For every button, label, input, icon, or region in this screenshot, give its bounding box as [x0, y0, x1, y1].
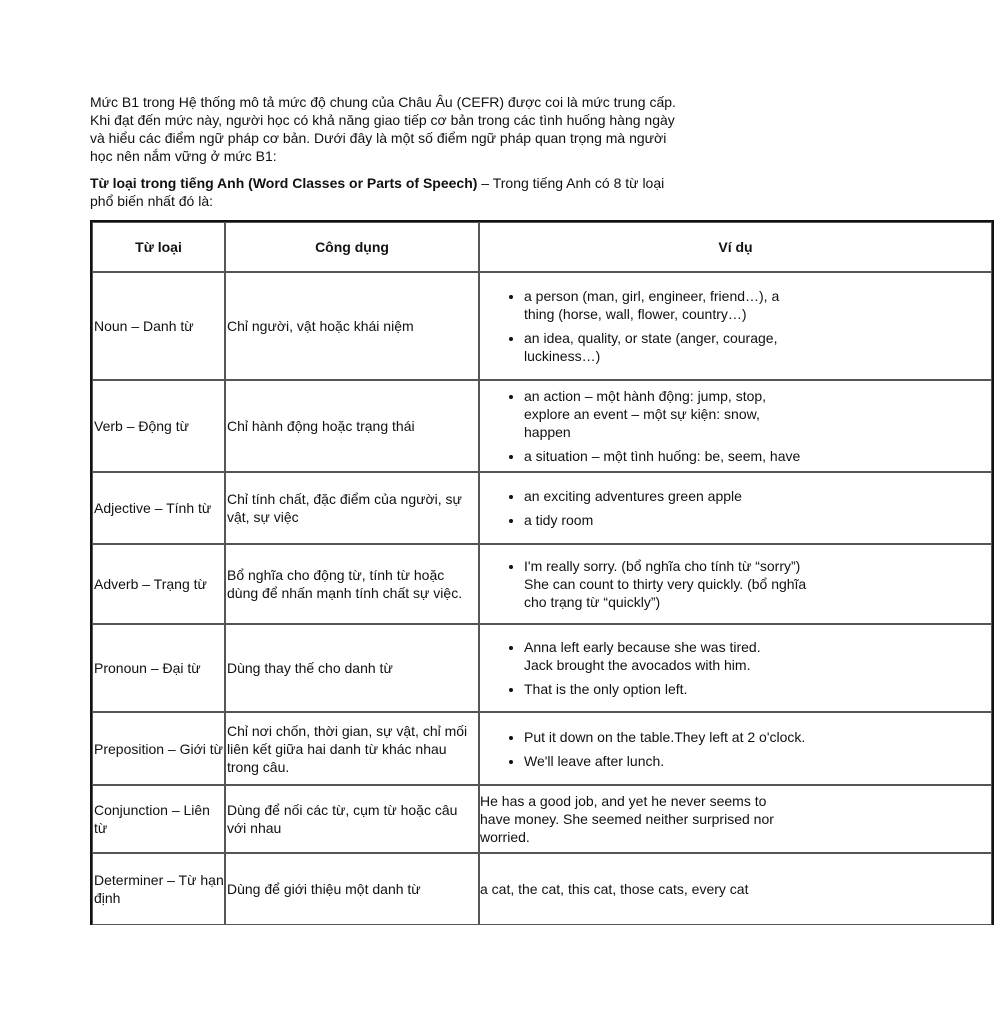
- table-row-preposition: [92, 712, 992, 785]
- word-classes-lead-text: – Trong tiếng Anh có 8 từ loại phổ biến nhất đó là:: [90, 175, 665, 209]
- table-row-pronoun: [92, 624, 992, 712]
- example-item: • We'll leave after lunch.: [524, 752, 991, 770]
- example-item: • Anna left early because she was tired. Jack brought the avocados with him.: [524, 638, 786, 674]
- table-row-adjective: [92, 472, 992, 544]
- word-class-cell: Conjunction – Liên từ: [92, 785, 225, 853]
- usage-cell: Chỉ nơi chốn, thời gian, sự vật, chỉ mối liên kết giữa hai danh từ khác nhau trong câu.: [225, 712, 479, 785]
- header-word-class: Từ loại: [92, 222, 225, 272]
- intro-paragraph: Mức B1 trong Hệ thống mô tả mức độ chung của Châu Âu (CEFR) được coi là mức trung cấp. Khi đạt đến mức này, người học có khả năng giao tiếp cơ bản trong các tình huống hàng ngày và hiểu các điểm ngữ pháp cơ bản. Dưới đây là một số điểm ngữ pháp quan trọng mà người học nên nắm vững ở mức B1:: [90, 94, 676, 164]
- word-class-cell: Pronoun – Đại từ: [92, 624, 225, 712]
- word-class-cell: Adjective – Tính từ: [92, 472, 225, 544]
- table-row-verb: [92, 380, 992, 472]
- word-class-cell: Noun – Danh từ: [92, 272, 225, 380]
- example-item: • a situation – một tình huống: be, seem, have: [524, 447, 991, 465]
- example-cell: [479, 380, 992, 472]
- table-row-adverb: [92, 544, 992, 624]
- example-cell: [479, 472, 992, 544]
- header-usage: Công dụng: [225, 222, 479, 272]
- table-row-noun: [92, 272, 992, 380]
- example-item: • a tidy room: [524, 511, 991, 529]
- example-cell: [479, 272, 992, 380]
- usage-cell: Chỉ người, vật hoặc khái niệm: [225, 272, 479, 380]
- usage-cell: Dùng để giới thiệu một danh từ: [225, 853, 479, 925]
- table-row-conjunction: [92, 785, 992, 853]
- word-classes-heading: Từ loại trong tiếng Anh (Word Classes or Parts of Speech): [90, 175, 478, 191]
- usage-cell: Bổ nghĩa cho động từ, tính từ hoặc dùng để nhấn mạnh tính chất sự việc.: [225, 544, 479, 624]
- usage-cell: Chỉ hành động hoặc trạng thái: [225, 380, 479, 472]
- header-example: Ví dụ: [479, 222, 992, 272]
- word-class-cell: Adverb – Trạng từ: [92, 544, 225, 624]
- example-item: • Put it down on the table.They left at 2 o'clock.: [524, 728, 991, 746]
- usage-cell: Chỉ tính chất, đặc điểm của người, sự vật, sự việc: [225, 472, 479, 544]
- example-item: • a person (man, girl, engineer, friend…), a thing (horse, wall, flower, country…): [524, 287, 792, 323]
- word-classes-table: [90, 220, 994, 925]
- word-class-cell: Preposition – Giới từ: [92, 712, 225, 785]
- example-text: He has a good job, and yet he never seems to have money. She seemed neither surprised nor worried.: [480, 793, 774, 845]
- word-class-cell: Determiner – Từ hạn định: [92, 853, 225, 925]
- example-cell: [479, 785, 992, 853]
- example-text: a cat, the cat, this cat, those cats, every cat: [480, 881, 749, 897]
- example-item: • That is the only option left.: [524, 680, 991, 698]
- usage-cell: Dùng thay thế cho danh từ: [225, 624, 479, 712]
- table-header-row: [92, 222, 992, 272]
- word-classes-table-viewport: [90, 220, 807, 920]
- table-row-determiner: [92, 853, 992, 925]
- example-cell: [479, 624, 992, 712]
- example-cell: [479, 544, 992, 624]
- example-item: • an exciting adventures green apple: [524, 487, 991, 505]
- example-item: • I'm really sorry. (bổ nghĩa cho tính từ “sorry”) She can count to thirty very quickly. (bổ nghĩa cho trạng từ “quickly”): [524, 557, 824, 611]
- example-cell: [479, 712, 992, 785]
- word-class-cell: Verb – Động từ: [92, 380, 225, 472]
- example-cell: [479, 853, 992, 925]
- word-classes-lead: [90, 174, 690, 210]
- example-item: • an idea, quality, or state (anger, courage, luckiness…): [524, 329, 792, 365]
- usage-cell: Dùng để nối các từ, cụm từ hoặc câu với nhau: [225, 785, 479, 853]
- example-item: • an action – một hành động: jump, stop, explore an event – một sự kiện: snow, happen: [524, 387, 774, 441]
